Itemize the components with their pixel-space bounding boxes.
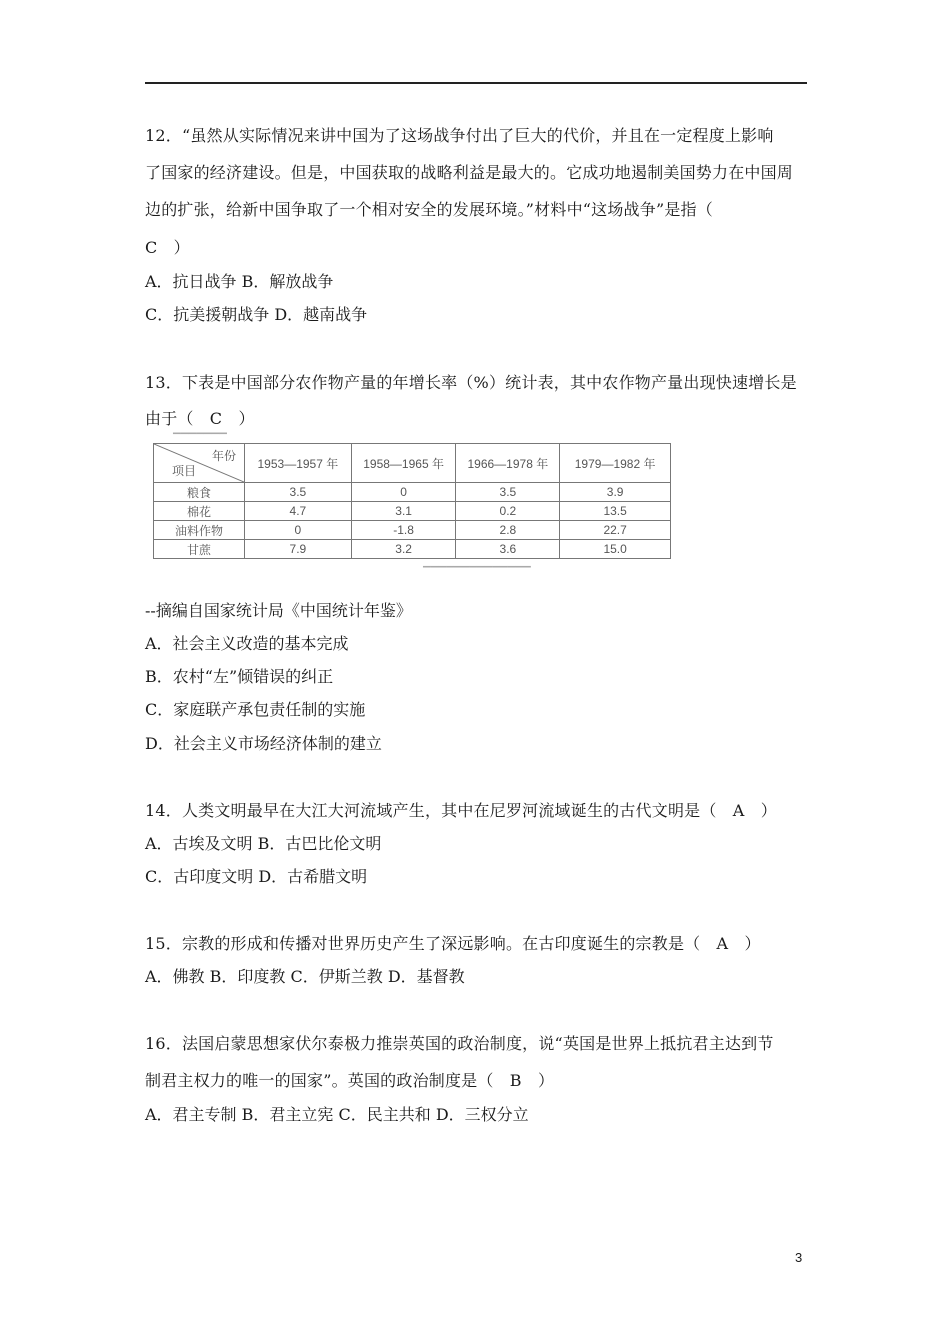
- table-corner-cell: [154, 444, 245, 483]
- table-col-header: 1958—1965 年: [351, 444, 456, 483]
- table-cell: 0: [351, 483, 456, 502]
- table-col-header: 1979—1982 年: [560, 444, 671, 483]
- corner-label-item: 项目: [172, 464, 197, 478]
- table-row-label: 甘蔗: [154, 540, 245, 559]
- scan-bleed-top: ▔▔▔▔▔▔▔: [173, 434, 227, 445]
- q12-option-line-2: C．抗美援朝战争 D．越南战争: [145, 305, 368, 324]
- table-row: [154, 483, 671, 502]
- q14-option-line-1: A．古埃及文明 B．古巴比伦文明: [145, 834, 382, 853]
- q13-option-d: D．社会主义市场经济体制的建立: [145, 734, 382, 753]
- table-row: [154, 521, 671, 540]
- table-cell: 0.2: [456, 502, 560, 521]
- q12-line-2: 了国家的经济建设。但是，中国获取的战略利益是最大的。它成功地遏制美国势力在中国周: [145, 163, 794, 182]
- q14-option-line-2: C．古印度文明 D．古希腊文明: [145, 867, 368, 886]
- page-number: 3: [795, 1250, 803, 1265]
- table-row-label: 油料作物: [154, 521, 245, 540]
- table-cell: 4.7: [245, 502, 352, 521]
- table-row-label: 棉花: [154, 502, 245, 521]
- table-cell: 3.2: [351, 540, 456, 559]
- q12-line-3: 边的扩张，给新中国争取了一个相对安全的发展环境。”材料中“这场战争”是指（: [145, 200, 713, 219]
- q16-line-2: 制君主权力的唯一的国家”。英国的政治制度是（ B ）: [145, 1071, 555, 1090]
- q15-line-1: 15．宗教的形成和传播对世界历史产生了深远影响。在古印度诞生的宗教是（ A ）: [145, 934, 761, 953]
- q13-line-2: 由于（ C ）: [145, 409, 255, 428]
- table-row: [154, 502, 671, 521]
- header-rule: [145, 82, 807, 84]
- q12-option-line-1: A．抗日战争 B．解放战争: [145, 272, 334, 291]
- table-cell: 15.0: [560, 540, 671, 559]
- q13-option-a: A．社会主义改造的基本完成: [145, 634, 349, 653]
- q12-line-1: 12．“虽然从实际情况来讲中国为了这场战争付出了巨大的代价，并且在一定程度上影响: [145, 126, 774, 145]
- scan-bleed-bottom: ▁▁▁▁▁▁▁▁▁▁▁▁▁▁: [423, 557, 531, 568]
- q13-line-1: 13．下表是中国部分农作物产量的年增长率（%）统计表，其中农作物产量出现快速增长是: [145, 373, 797, 392]
- table-cell: 2.8: [456, 521, 560, 540]
- crop-growth-table-image: [153, 434, 671, 568]
- table-col-header: 1953—1957 年: [245, 444, 352, 483]
- table-cell: 0: [245, 521, 352, 540]
- table-cell: -1.8: [351, 521, 456, 540]
- table-cell: 3.6: [456, 540, 560, 559]
- q16-line-1: 16．法国启蒙思想家伏尔泰极力推崇英国的政治制度，说“英国是世界上抵抗君主达到节: [145, 1034, 774, 1053]
- table-row-label: 粮食: [154, 483, 245, 502]
- table-cell: 3.5: [456, 483, 560, 502]
- q15-option-line-1: A．佛教 B．印度教 C．伊斯兰教 D．基督教: [145, 967, 465, 986]
- q13-source: --摘编自国家统计局《中国统计年鉴》: [145, 601, 412, 620]
- table-cell: 7.9: [245, 540, 352, 559]
- q13-option-c: C．家庭联产承包责任制的实施: [145, 700, 366, 719]
- table-cell: 3.1: [351, 502, 456, 521]
- table-cell: 22.7: [560, 521, 671, 540]
- table-row: [154, 540, 671, 559]
- crop-growth-table: [153, 443, 671, 559]
- table-cell: 3.5: [245, 483, 352, 502]
- table-cell: 3.9: [560, 483, 671, 502]
- table-col-header: 1966—1978 年: [456, 444, 560, 483]
- table-cell: 13.5: [560, 502, 671, 521]
- corner-label-year: 年份: [211, 449, 236, 463]
- q16-option-line-1: A．君主专制 B．君主立宪 C．民主共和 D．三权分立: [145, 1105, 529, 1124]
- table-header-row: [154, 444, 671, 483]
- q14-line-1: 14．人类文明最早在大江大河流域产生，其中在尼罗河流域诞生的古代文明是（ A ）: [145, 801, 777, 820]
- q12-line-4: C ）: [145, 238, 190, 257]
- q13-option-b: B．农村“左”倾错误的纠正: [145, 667, 334, 686]
